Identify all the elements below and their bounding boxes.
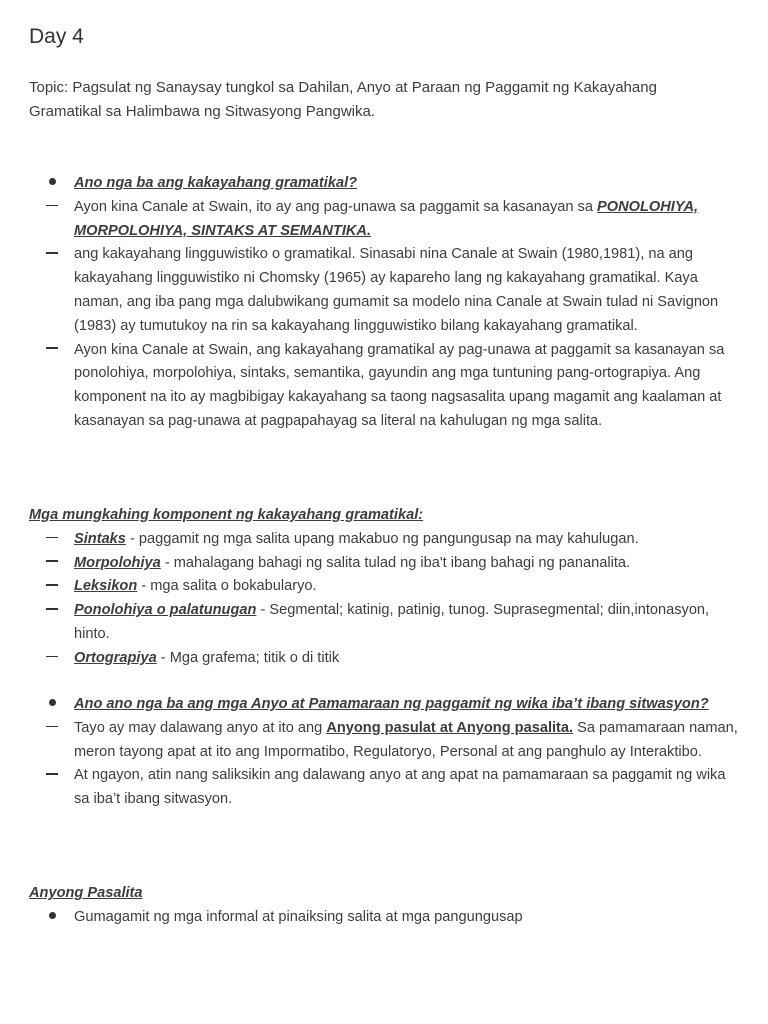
item-text: ang kakayahang lingguwistiko o gramatikal. Sinasabi nina Canale at Swain (1980,1981), na ang kakayahang lingguwistiko ni Chomsky (1965) ay kapareho lang ng kakayahang gramatikal. Kaya naman, ang iba pang mga dalubwikang gumamit sa modelo nina Canale at Swain tulad ni Savignon (1983) ay tumutukoy na rin sa kakayahang lingguwistiko bilang kakayahang gramatikal. [74,246,719,334]
dash-icon [41,339,63,363]
item-text: Sa pamamaraan naman, meron tayong apat at ito ang Impormatibo, Regulatoryo, Personal at ang panghulo ay Interaktibo. [74,719,738,760]
dash-icon [41,196,63,220]
list-item [29,196,741,244]
list-item [29,528,741,552]
section-anyo-pamamaraan [29,693,741,812]
list-item [29,599,741,647]
item-text: Ayon kina Canale at Swain, ang kakayahang gramatikal ay pag-unawa at paggamit sa kasanayan sa ponolohiya, morpolohiya, sintaks, semantika, gayundin ang mga tuntuning pang-ortograpiya. Ang komponent na ito ay magbibigay kakayahang sa taong nagsasalita upang magamit ang kaalaman at kasanayan sa pag-unawa at pagpapahayag sa literal na kahulugan ng mga salita. [74,341,725,429]
term-description: - Mga grafema; titik o di titik [156,649,340,666]
term-description: - mga salita o bokabularyo. [137,578,317,595]
list-item [29,693,741,717]
list-item [29,575,741,599]
dash-icon [41,647,63,671]
section-kakayahang-gramatikal [29,172,741,434]
section-heading: Mga mungkahing komponent ng kakayahang gramatikal: [29,507,424,523]
list-item [29,717,741,765]
term: Morpolohiya [74,554,161,571]
dash-icon [41,575,63,599]
term-description: - Segmental; katinig, patinig, tunog. Suprasegmental; diin,intonasyon, hinto. [74,602,710,642]
item-text: Gumagamit ng mga informal at pinaiksing salita at mga pangungusap [74,908,523,925]
list-item [29,647,741,671]
dash-icon [41,552,63,576]
term-description: - paggamit ng mga salita upang makabuo ng pangungusap na may kahulugan. [125,530,639,547]
item-text: At ngayon, atin nang saliksikin ang dalawang anyo at ang apat na pamamaraan sa paggamit ng wika sa iba’t ibang sitwasyon. [74,767,726,808]
dash-icon [41,599,63,623]
list-item [29,552,741,576]
item-text: Ayon kina Canale at Swain, ito ay ang pag-unawa sa paggamit sa kasanayan sa [74,198,598,215]
dash-icon [41,717,63,741]
dash-icon [41,528,63,552]
bullet-icon [41,172,63,196]
topic-paragraph: Topic: Pagsulat ng Sanaysay tungkol sa Dahilan, Anyo at Paraan ng Paggamit ng Kakayahang Gramatikal sa Halimbawa ng Sitwasyong Pangwika. [29,79,657,120]
question-heading: Ano ano nga ba ang mga Anyo at Pamamaraan ng paggamit ng wika iba’t ibang sitwasyon? [74,696,709,712]
list-item [29,906,741,930]
question-heading: Ano nga ba ang kakayahang gramatikal? [74,175,358,191]
dash-icon [41,764,63,788]
term-description: - mahalagang bahagi ng salita tulad ng iba't ibang bahagi ng pananalita. [160,554,631,571]
section-komponent [29,504,741,671]
bullet-icon [41,693,63,717]
item-text: Tayo ay may dalawang anyo at ito ang [74,719,327,736]
dash-icon [41,243,63,267]
term: Ortograpiya [74,649,157,666]
list-item [29,764,741,812]
term: Ponolohiya o palatunugan [74,602,257,619]
list-item [29,243,741,338]
term: Sintaks [74,530,126,547]
item-emphasis: Anyong pasulat at Anyong pasalita. [326,719,574,736]
bullet-icon [41,906,63,930]
item-emphasis: PONOLOHIYA, MORPOLOHIYA, SINTAKS AT SEMANTIKA. [74,198,699,239]
list-item [29,339,741,434]
page-title: Day 4 [29,25,84,48]
section-anyong-pasalita [29,882,741,930]
section-heading: Anyong Pasalita [29,885,143,901]
term: Leksikon [74,578,138,595]
list-item [29,172,741,196]
